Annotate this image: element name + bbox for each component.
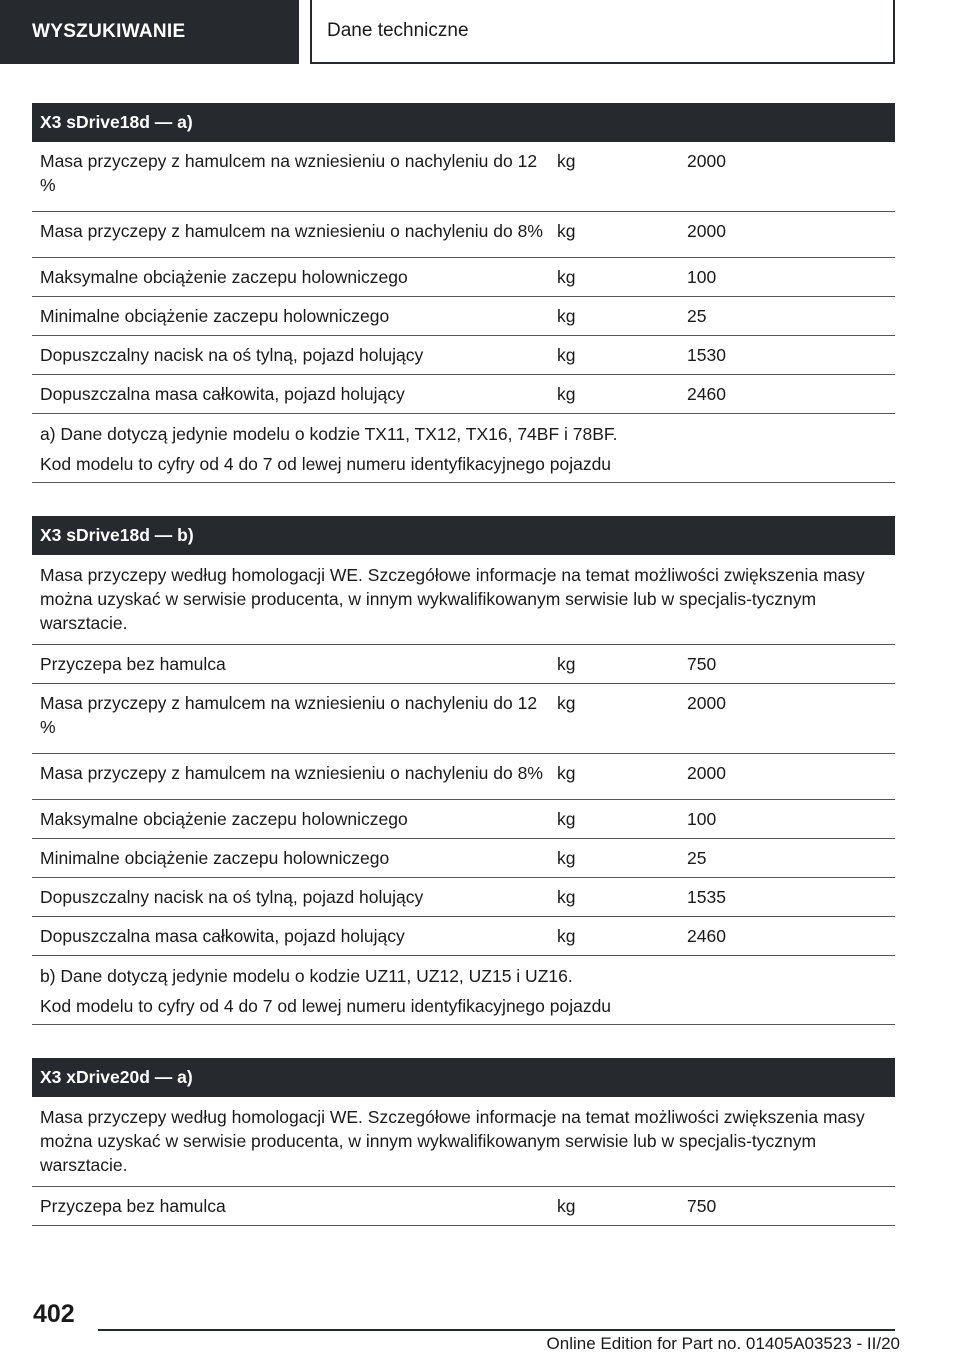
section-title: X3 xDrive20d — a): [32, 1058, 895, 1097]
row-value: 2460: [687, 384, 726, 404]
row-value: 750: [687, 654, 717, 674]
footnote-model-code: Kod modelu to cyfry od 4 do 7 od lewej numeru identyfikacyjnego pojazdu: [40, 454, 612, 474]
row-label: Przyczepa bez hamulca: [40, 654, 226, 674]
edition-note: Online Edition for Part no. 01405A03523 - II/20: [546, 1334, 900, 1353]
row-label: Dopuszczalny nacisk na oś tylną, pojazd holujący: [40, 345, 424, 365]
table-row: [32, 375, 895, 414]
table-row: [32, 878, 895, 917]
row-value: 100: [687, 809, 717, 829]
section-title: X3 sDrive18d — a): [32, 103, 895, 142]
table-row: [32, 297, 895, 336]
row-label: Minimalne obciążenie zaczepu holowniczego: [40, 848, 390, 868]
section-description: Masa przyczepy według homologacji WE. Szczegółowe informacje na temat możliwości zwiększenia masy można uzyskać w serwisie producenta, w innym wykwalifikowanym serwisie lub w specjalis-tycznym warsztacie.: [32, 1097, 895, 1187]
table-row: [32, 754, 895, 800]
top-navigation: [0, 0, 960, 66]
row-unit: kg: [557, 1196, 576, 1216]
row-label: Maksymalne obciążenie zaczepu holowniczego: [40, 267, 408, 287]
row-label: Masa przyczepy z hamulcem na wzniesieniu o nachyleniu do 12 %: [40, 693, 538, 737]
table-row: [32, 645, 895, 684]
row-value: 2000: [687, 221, 726, 241]
footnote: [32, 956, 895, 1025]
row-label: Dopuszczalny nacisk na oś tylną, pojazd holujący: [40, 887, 424, 907]
row-value: 25: [687, 848, 707, 868]
table-row: [32, 839, 895, 878]
row-label: Dopuszczalna masa całkowita, pojazd holujący: [40, 926, 405, 946]
spec-section-sdrive18d-a: [32, 103, 895, 483]
footnote-models: b) Dane dotyczą jedynie modelu o kodzie UZ11, UZ12, UZ15 i UZ16.: [40, 966, 573, 986]
row-value: 750: [687, 1196, 717, 1216]
row-unit: kg: [557, 654, 576, 674]
row-label: Masa przyczepy z hamulcem na wzniesieniu o nachyleniu do 8%: [40, 221, 543, 241]
footer-divider: [98, 1329, 895, 1331]
row-label: Maksymalne obciążenie zaczepu holowniczego: [40, 809, 408, 829]
row-value: 2000: [687, 151, 726, 171]
search-tab[interactable]: WYSZUKIWANIE: [0, 0, 299, 64]
table-row: [32, 212, 895, 258]
row-value: 2460: [687, 926, 726, 946]
row-value: 2000: [687, 763, 726, 783]
row-label: Minimalne obciążenie zaczepu holowniczego: [40, 306, 390, 326]
section-title: X3 sDrive18d — b): [32, 516, 895, 555]
row-value: 25: [687, 306, 707, 326]
table-row: [32, 142, 895, 212]
row-unit: kg: [557, 693, 576, 713]
row-unit: kg: [557, 809, 576, 829]
row-unit: kg: [557, 267, 576, 287]
row-unit: kg: [557, 926, 576, 946]
table-row: [32, 800, 895, 839]
chapter-title-tab[interactable]: Dane techniczne: [310, 0, 895, 64]
table-row: [32, 336, 895, 375]
row-unit: kg: [557, 384, 576, 404]
table-row: [32, 917, 895, 956]
row-unit: kg: [557, 887, 576, 907]
footnote-model-code: Kod modelu to cyfry od 4 do 7 od lewej numeru identyfikacyjnego pojazdu: [40, 996, 612, 1016]
page-footer: [0, 1290, 960, 1362]
row-unit: kg: [557, 848, 576, 868]
row-unit: kg: [557, 763, 576, 783]
row-unit: kg: [557, 221, 576, 241]
row-label: Masa przyczepy z hamulcem na wzniesieniu o nachyleniu do 12 %: [40, 151, 538, 195]
row-unit: kg: [557, 306, 576, 326]
footnote: [32, 414, 895, 483]
row-value: 1530: [687, 345, 726, 365]
row-value: 100: [687, 267, 717, 287]
row-unit: kg: [557, 151, 576, 171]
footnote-models: a) Dane dotyczą jedynie modelu o kodzie TX11, TX12, TX16, 74BF i 78BF.: [40, 424, 618, 444]
page-number: 402: [33, 1300, 75, 1328]
table-row: [32, 258, 895, 297]
spec-content: [32, 103, 895, 1259]
row-value: 2000: [687, 693, 726, 713]
spec-section-xdrive20d-a: [32, 1058, 895, 1226]
table-row: [32, 1187, 895, 1226]
section-description: Masa przyczepy według homologacji WE. Szczegółowe informacje na temat możliwości zwiększenia masy można uzyskać w serwisie producenta, w innym wykwalifikowanym serwisie lub w specjalis-tycznym warsztacie.: [32, 555, 895, 645]
spec-section-sdrive18d-b: [32, 516, 895, 1025]
row-value: 1535: [687, 887, 726, 907]
row-label: Masa przyczepy z hamulcem na wzniesieniu o nachyleniu do 8%: [40, 763, 543, 783]
row-label: Przyczepa bez hamulca: [40, 1196, 226, 1216]
row-label: Dopuszczalna masa całkowita, pojazd holujący: [40, 384, 405, 404]
table-row: [32, 684, 895, 754]
row-unit: kg: [557, 345, 576, 365]
